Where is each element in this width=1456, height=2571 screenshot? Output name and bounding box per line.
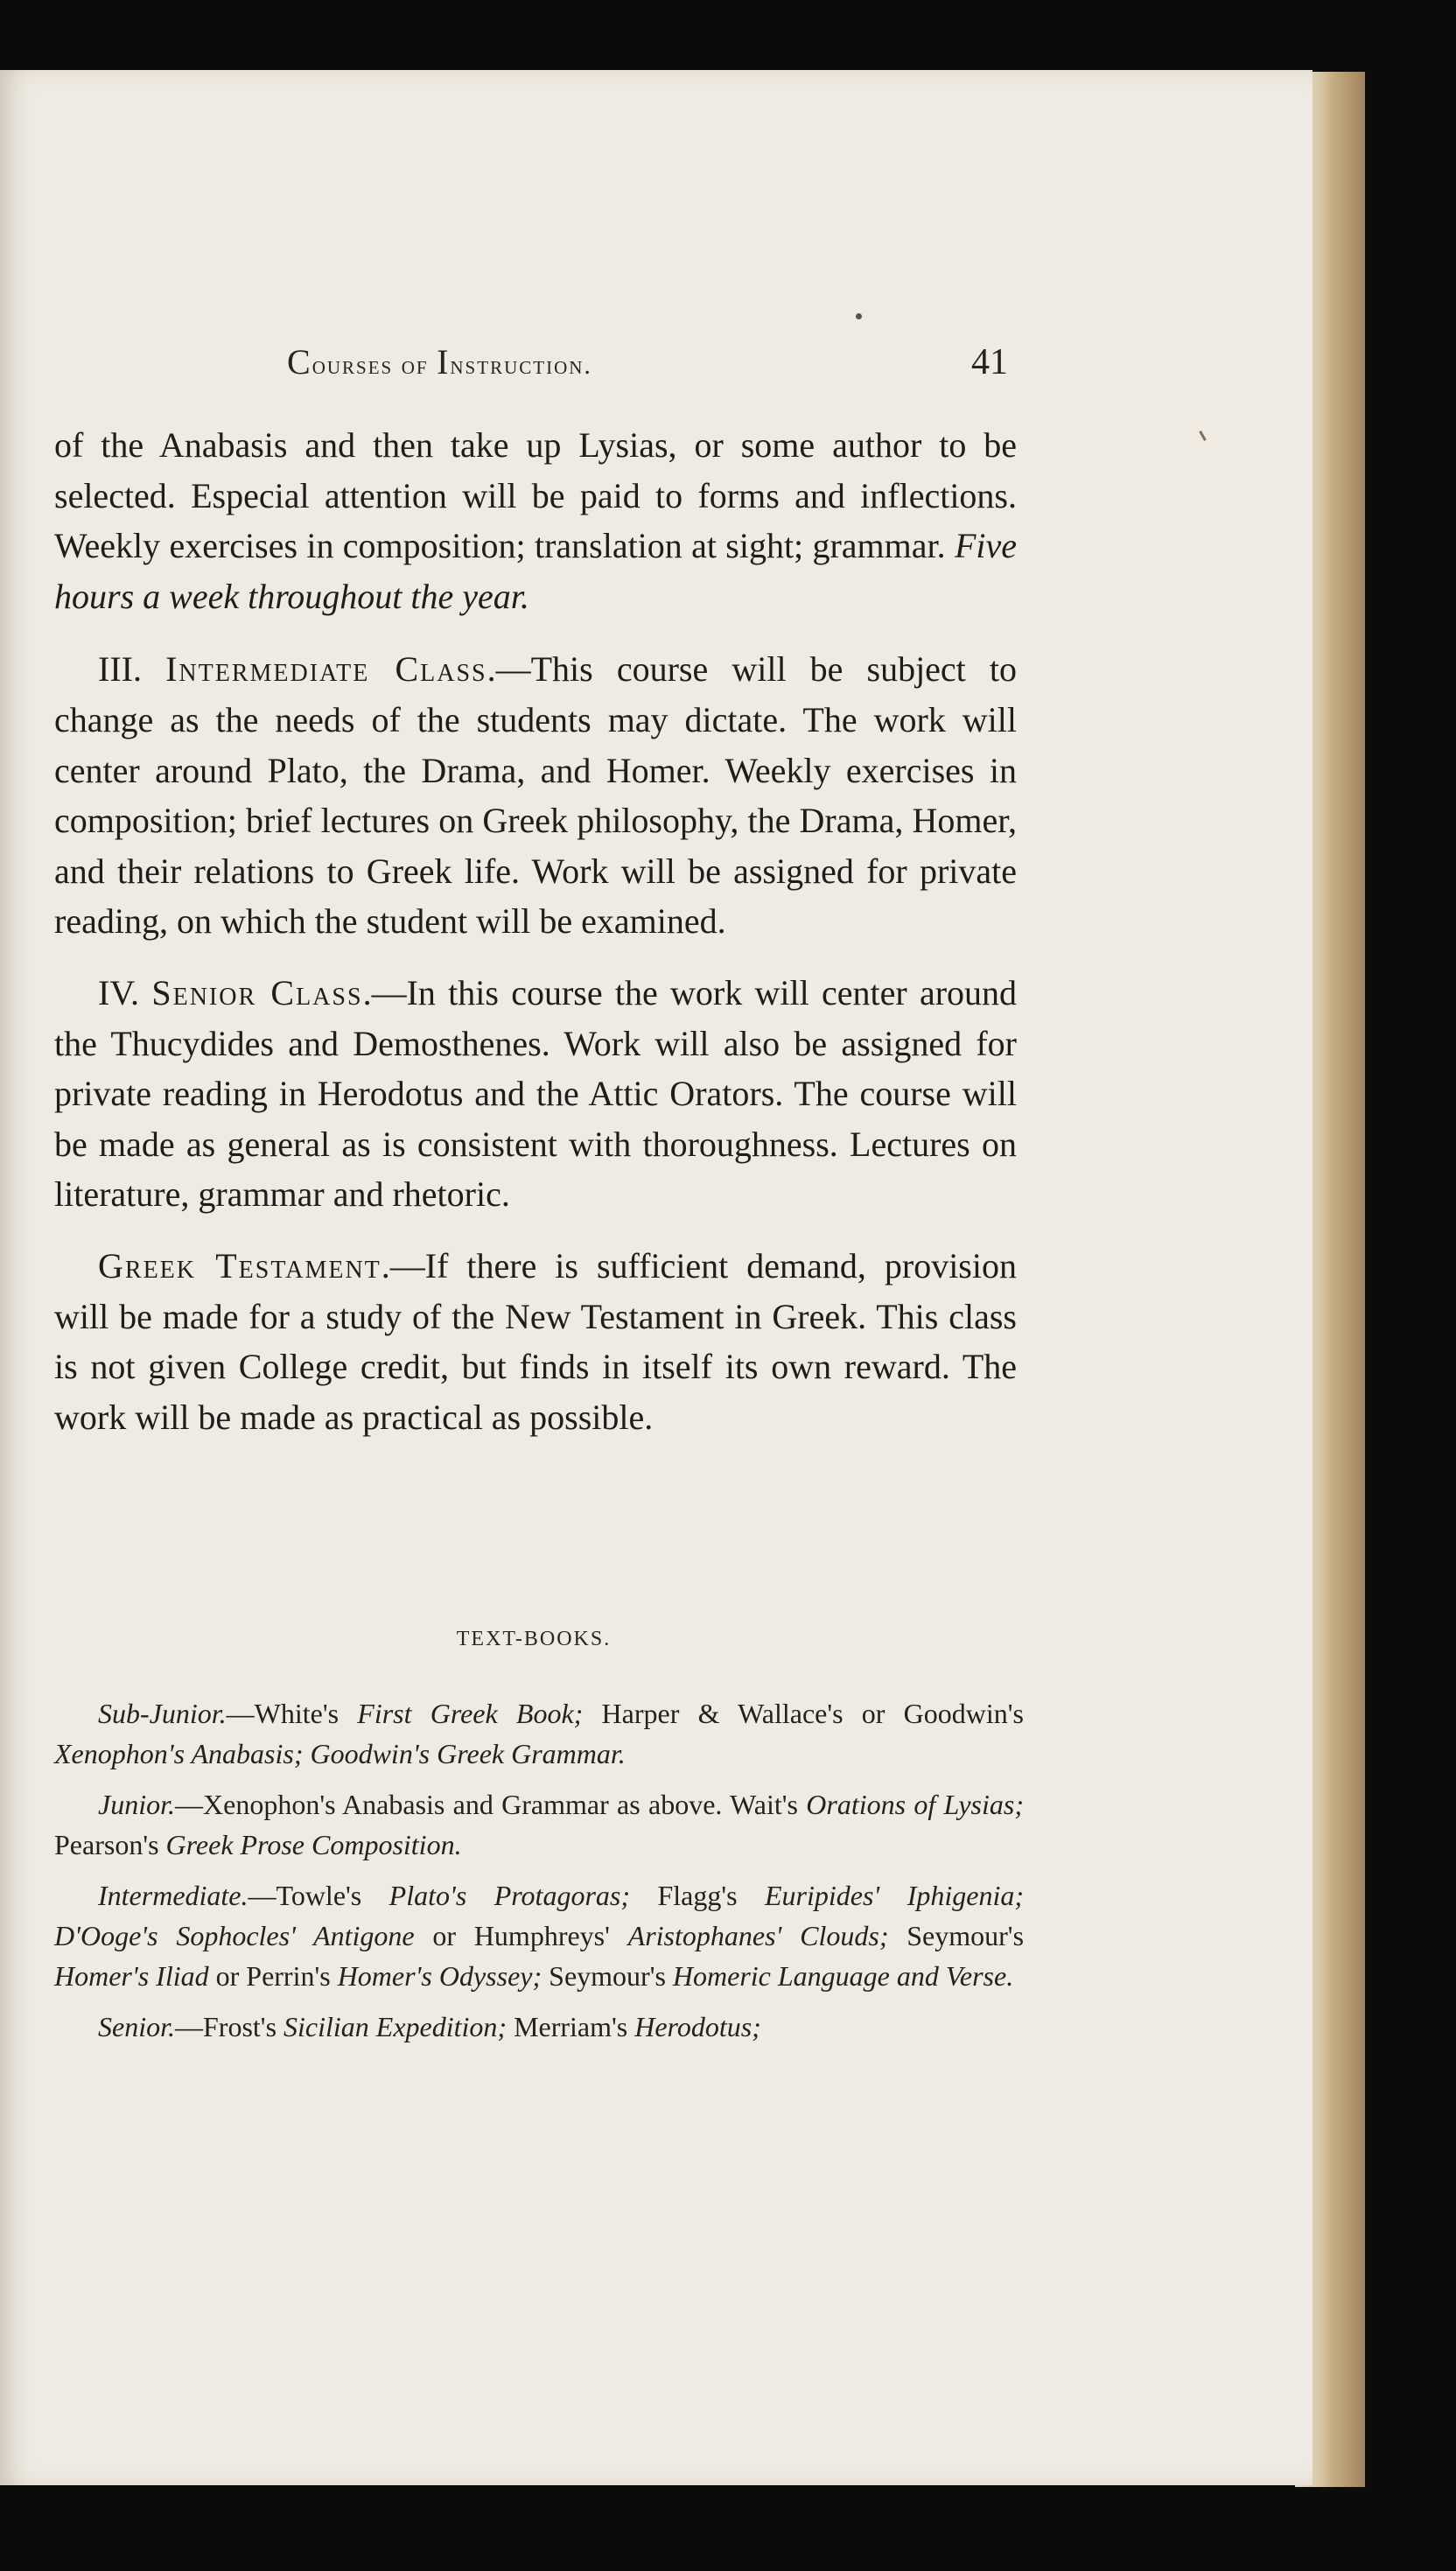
entry-title: Greek Prose Composition.: [165, 1829, 462, 1860]
entry-text: Harper & Wallace's or Goodwin's: [583, 1698, 1025, 1729]
entry-label: Junior.: [98, 1789, 175, 1820]
title-cap-c: C: [287, 342, 312, 382]
paragraph-intermediate: [54, 644, 1017, 947]
running-head-title: [287, 341, 592, 382]
entry-text: —Towle's: [248, 1880, 389, 1911]
textbook-entry-senior: [54, 2007, 1024, 2047]
textbook-entry-intermediate: [54, 1875, 1024, 1996]
entry-label: Sub-Junior.: [98, 1698, 227, 1729]
entry-text: Seymour's: [542, 1960, 673, 1992]
section-numeral: III.: [98, 649, 142, 690]
section-heading: Intermediate Class: [165, 649, 487, 690]
section-numeral: IV.: [98, 972, 140, 1012]
paragraph-text: .—This course will be subject to change as the needs of the students may dictate. The work will center around Plato, the Drama, and Homer. Weekly exercises in composition; brief lectures on Greek philosophy, the Drama, Homer, and their relations to Greek life. Work will be assigned for private reading, on which the student will be examined.: [54, 649, 1018, 942]
ink-speck: [856, 313, 862, 319]
entry-title: Homer's Odyssey;: [337, 1960, 542, 1992]
entry-text: Flagg's: [630, 1880, 765, 1911]
entry-title: Sicilian Expedition;: [284, 2011, 508, 2042]
body-text: [54, 420, 1017, 1463]
paragraph-continuation: [54, 420, 1017, 621]
paragraph-text: of the Anabasis and then take up Lysias, or some author to be selected. Especial attention will be paid to forms and inflections. Weekly exercises in composition; translation at sight; grammar.: [54, 425, 1017, 566]
entry-title: First Greek Book;: [357, 1698, 584, 1729]
entry-title: Euripides' Iphigenia; D'Ooge's Sophocles' Antigone: [54, 1880, 1024, 1951]
entry-title: Orations of Lysias;: [806, 1789, 1025, 1820]
entry-title: Plato's Protagoras;: [388, 1880, 630, 1911]
title-rest-1: ourses of: [312, 351, 438, 380]
textbook-entry-junior: [54, 1784, 1024, 1865]
entry-title: Xenophon's Anabasis; Goodwin's Greek Grammar.: [54, 1738, 626, 1769]
entry-label: Intermediate.: [98, 1880, 248, 1911]
entry-title: Herodotus;: [634, 2011, 761, 2042]
paragraph-italic: Five hours a week throughout the year.: [54, 526, 1017, 616]
textbooks-heading: TEXT-BOOKS.: [456, 1628, 612, 1650]
entry-label: Senior.: [98, 2011, 175, 2042]
entry-title: Aristophanes' Clouds;: [627, 1920, 889, 1951]
entry-text: or Humphreys': [414, 1920, 628, 1951]
paragraph-senior: [54, 968, 1017, 1220]
entry-text: Merriam's: [507, 2011, 635, 2042]
entry-text: —Frost's: [175, 2011, 284, 2042]
paragraph-text: .—In this course the work will center around the Thucydides and Demosthenes. Work will also be assigned for private reading in Herodotus and the Attic Orators. The course will be made as general as is consistent with thoroughness. Lectures on literature, grammar and rhetoric.: [54, 972, 1018, 1215]
entry-title: Homeric Language and Verse.: [672, 1960, 1014, 1992]
textbooks-list: [54, 1693, 1024, 2057]
page-number: 41: [971, 342, 1008, 382]
title-rest-2: nstruction.: [450, 351, 592, 380]
entry-text: Pearson's: [54, 1829, 166, 1860]
running-head: [0, 341, 1312, 394]
entry-text: or Perrin's: [208, 1960, 338, 1992]
textbook-entry-sub-junior: [54, 1693, 1024, 1774]
entry-text: Seymour's: [888, 1920, 1025, 1951]
title-cap-i: I: [437, 342, 451, 382]
paragraph-greek-testament: [54, 1241, 1017, 1442]
section-heading: Greek Testament: [98, 1245, 382, 1286]
entry-text: —White's: [226, 1698, 358, 1729]
entry-text: —Xenophon's Anabasis and Grammar as above. Wait's: [175, 1789, 807, 1820]
entry-title: Homer's Iliad: [54, 1960, 209, 1992]
paragraph-text: .—If there is sufficient demand, provision will be made for a study of the New Testament in Greek. This class is not given College credit, but finds in itself its own reward. The work will be made as practical as possible.: [54, 1245, 1017, 1437]
section-heading: Senior Class: [151, 972, 363, 1012]
